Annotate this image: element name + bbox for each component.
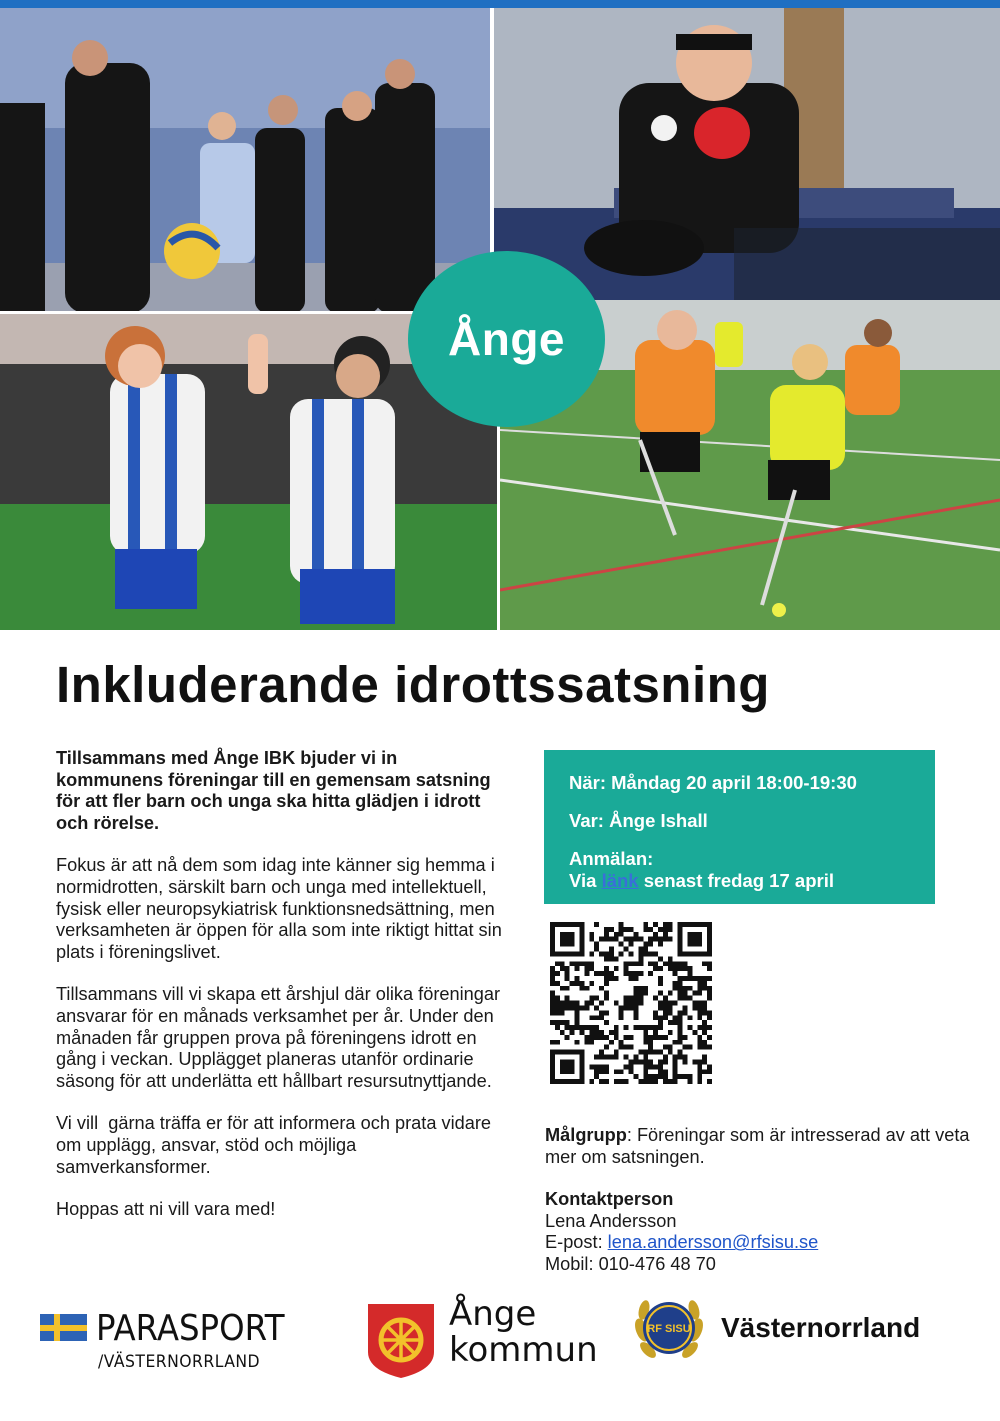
ange-line1: Ånge: [449, 1294, 537, 1334]
year-wheel-paragraph: Tillsammans vill vi skapa ett årshjul där olika föreningar ansvarar för en månads verksamhet per år. Under den månaden får gruppen prova på föreningens idrott en gång i veckan. Upplägget planeras utanför ordinarie säsong för att underlätta ett hållbart resursutnyttjande.: [56, 984, 501, 1091]
signup-line: [569, 870, 935, 892]
top-accent-bar: [0, 0, 1000, 8]
focus-paragraph: Fokus är att nå dem som idag inte känner sig hemma i normidrotten, särskilt barn och unga med intellektuell, fysisk eller neuropsykiatrisk funktionsnedsättning, men verksamheten är öppen för alla som inte riktigt hittat sin plats i föreningslivet.: [56, 855, 502, 962]
target-text: : Föreningar som är intresserad av att veta mer om satsningen.: [545, 1125, 970, 1167]
body-text: [56, 748, 506, 1242]
parasport-logo: [40, 1308, 310, 1378]
signup-suffix: senast fredag 17 april: [638, 870, 834, 891]
contact-heading: Kontaktperson: [545, 1189, 674, 1210]
parasport-title: PARASPORT: [96, 1308, 285, 1349]
badge-text: Ånge: [448, 313, 565, 365]
qr-code[interactable]: [550, 922, 712, 1084]
contact-name: Lena Andersson: [545, 1210, 677, 1231]
contact-phone: Mobil: 010-476 48 70: [545, 1253, 716, 1274]
contact-email-line: [545, 1232, 985, 1254]
photo-volleyball: [0, 8, 490, 311]
headline: Inkluderande idrottssatsning: [56, 656, 770, 713]
swedish-flag-icon: [40, 1314, 87, 1341]
ange-kommun-text: [449, 1296, 598, 1368]
lead-paragraph: Tillsammans med Ånge IBK bjuder vi in kommunens föreningar till en gemensam satsning för att fler barn och unga ska hitta glädjen i idrott och rörelse.: [56, 748, 491, 833]
event-where: Var: Ånge Ishall: [569, 810, 708, 831]
rf-seal-text: RF SISU: [647, 1323, 691, 1335]
rf-sisu-logo: [628, 1290, 958, 1370]
rf-sisu-seal-icon: [628, 1290, 710, 1368]
event-when: När: Måndag 20 april 18:00-19:30: [569, 772, 857, 793]
ange-shield-icon: [366, 1302, 436, 1380]
photo-table-tennis: [494, 8, 1000, 300]
event-info-box: [544, 750, 935, 904]
email-label: E-post:: [545, 1232, 608, 1253]
signup-prefix: Via: [569, 870, 602, 891]
parasport-subtitle: /VÄSTERNORRLAND: [98, 1352, 261, 1372]
contact-email-link[interactable]: lena.andersson@rfsisu.se: [607, 1232, 819, 1253]
signup-link[interactable]: länk: [601, 870, 639, 891]
qr-code-graphic: [550, 922, 712, 1084]
target-group: [545, 1125, 985, 1168]
ange-kommun-logo: [366, 1296, 596, 1386]
rf-sisu-name: Västernorrland: [721, 1312, 921, 1343]
meeting-paragraph: Vi vill gärna träffa er för att informera och prata vidare om upplägg, ansvar, stöd och möjliga samverkansformer.: [56, 1113, 497, 1177]
closing-paragraph: Hoppas att ni vill vara med!: [56, 1199, 276, 1220]
ange-line2: kommun: [449, 1330, 598, 1370]
signup-label: Anmälan:: [569, 848, 654, 869]
location-badge: [408, 251, 605, 427]
contact-section: [545, 1125, 985, 1276]
target-label: Målgrupp: [545, 1125, 627, 1145]
